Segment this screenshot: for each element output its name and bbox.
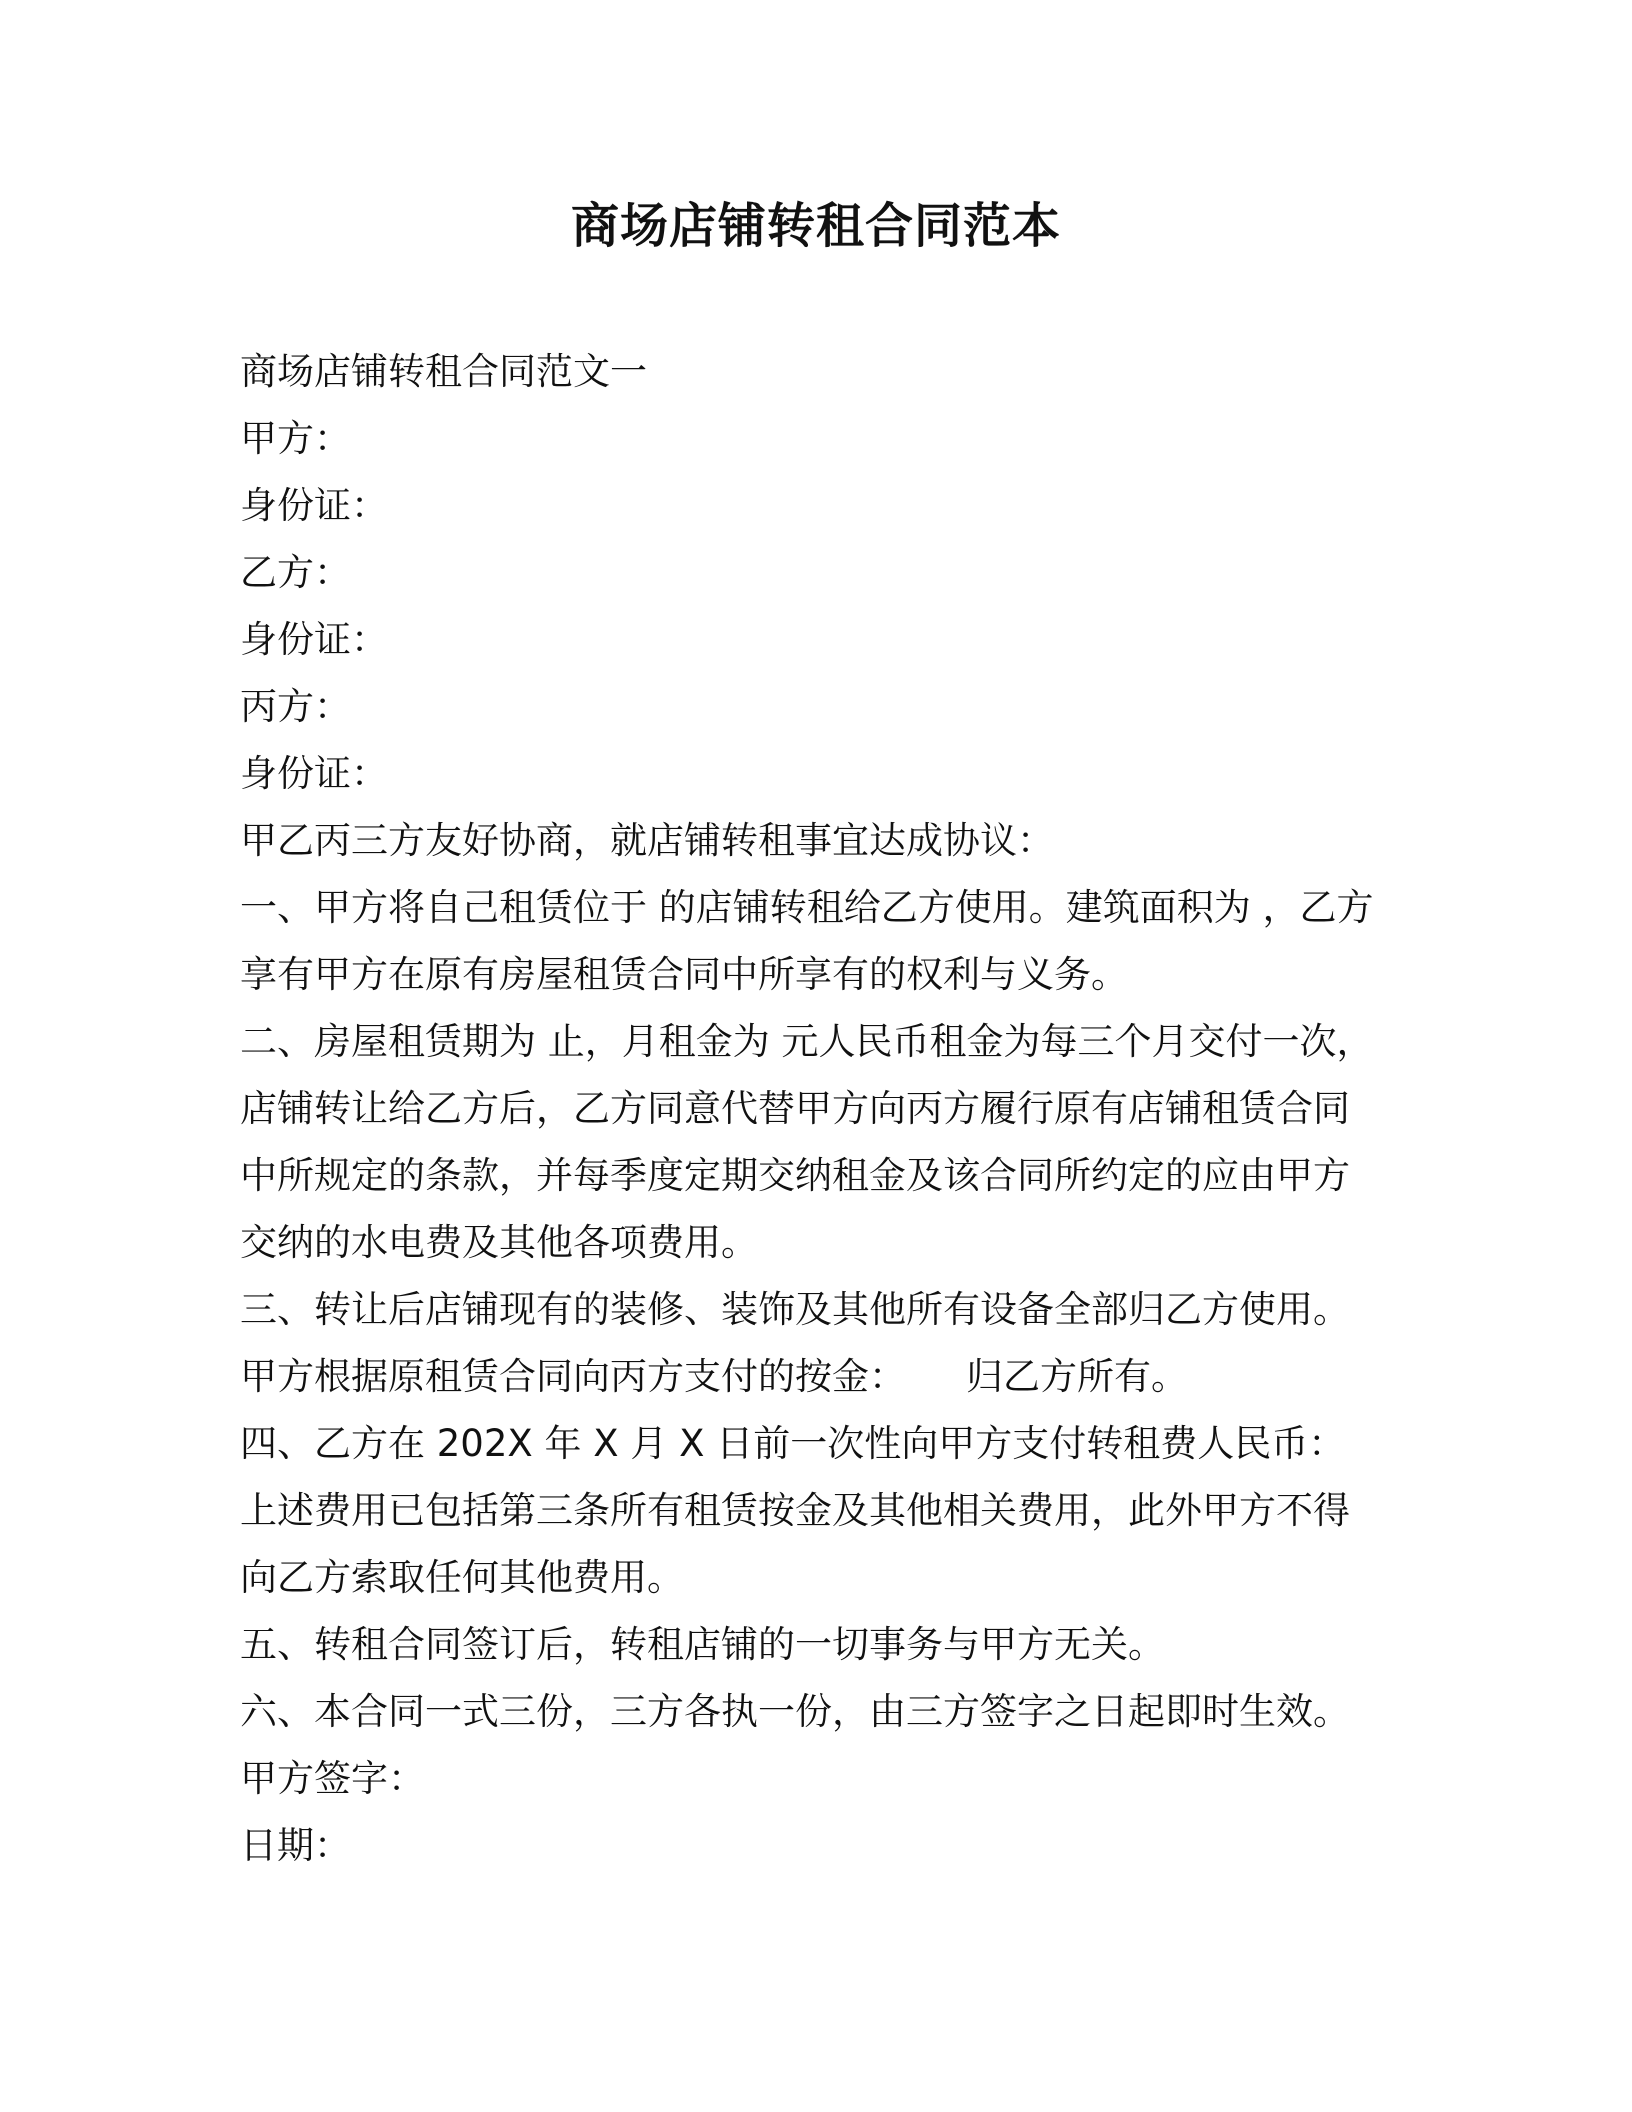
clause-1-line-1: 一、甲方将自己租赁位于 的店铺转租给乙方使用。建筑面积为 ，乙方 <box>240 886 1374 929</box>
party-b-label: 乙方： <box>240 551 351 594</box>
document-body <box>240 338 1400 1879</box>
clause-6: 六、本合同一式三份，三方各执一份，由三方签字之日起即时生效。 <box>240 1690 1350 1733</box>
party-c-id-label: 身份证： <box>240 752 388 795</box>
clause-3-line-1: 三、转让后店铺现有的装修、装饰及其他所有设备全部归乙方使用。 <box>240 1288 1350 1331</box>
clause-2-line-1: 二、房屋租赁期为 止，月租金为 元人民币租金为每三个月交付一次， <box>240 1020 1374 1063</box>
clause-2-line-2: 店铺转让给乙方后，乙方同意代替甲方向丙方履行原有店铺租赁合同 <box>240 1087 1350 1130</box>
clause-1-line-2: 享有甲方在原有房屋租赁合同中所享有的权利与义务。 <box>240 953 1128 996</box>
party-a-label: 甲方： <box>240 417 351 460</box>
deposit-suffix: 归乙方所有。 <box>966 1355 1188 1398</box>
clause-4-line-2: 上述费用已包括第三条所有租赁按金及其他相关费用，此外甲方不得 <box>240 1489 1350 1532</box>
document-title: 商场店铺转租合同范本 <box>570 198 1061 254</box>
agreement-intro: 甲乙丙三方友好协商，就店铺转租事宜达成协议： <box>240 819 1054 862</box>
party-a-signature-label: 甲方签字： <box>240 1757 425 1800</box>
party-b-id-label: 身份证： <box>240 618 388 661</box>
clause-4-line-1: 四、乙方在 202X 年 X 月 X 日前一次性向甲方支付转租费人民币： <box>240 1422 1346 1465</box>
party-c-label: 丙方： <box>240 685 351 728</box>
clause-2-line-4: 交纳的水电费及其他各项费用。 <box>240 1221 758 1264</box>
party-a-id-label: 身份证： <box>240 484 388 527</box>
date-label: 日期： <box>240 1824 351 1867</box>
clause-2-line-3: 中所规定的条款，并每季度定期交纳租金及该合同所约定的应由甲方 <box>240 1154 1350 1197</box>
clause-4-line-3: 向乙方索取任何其他费用。 <box>240 1556 684 1599</box>
deposit-label: 甲方根据原租赁合同向丙方支付的按金： <box>240 1355 906 1398</box>
section-heading: 商场店铺转租合同范文一 <box>240 350 647 393</box>
clause-3-line-2 <box>240 1343 1400 1410</box>
clause-5: 五、转租合同签订后，转租店铺的一切事务与甲方无关。 <box>240 1623 1165 1666</box>
